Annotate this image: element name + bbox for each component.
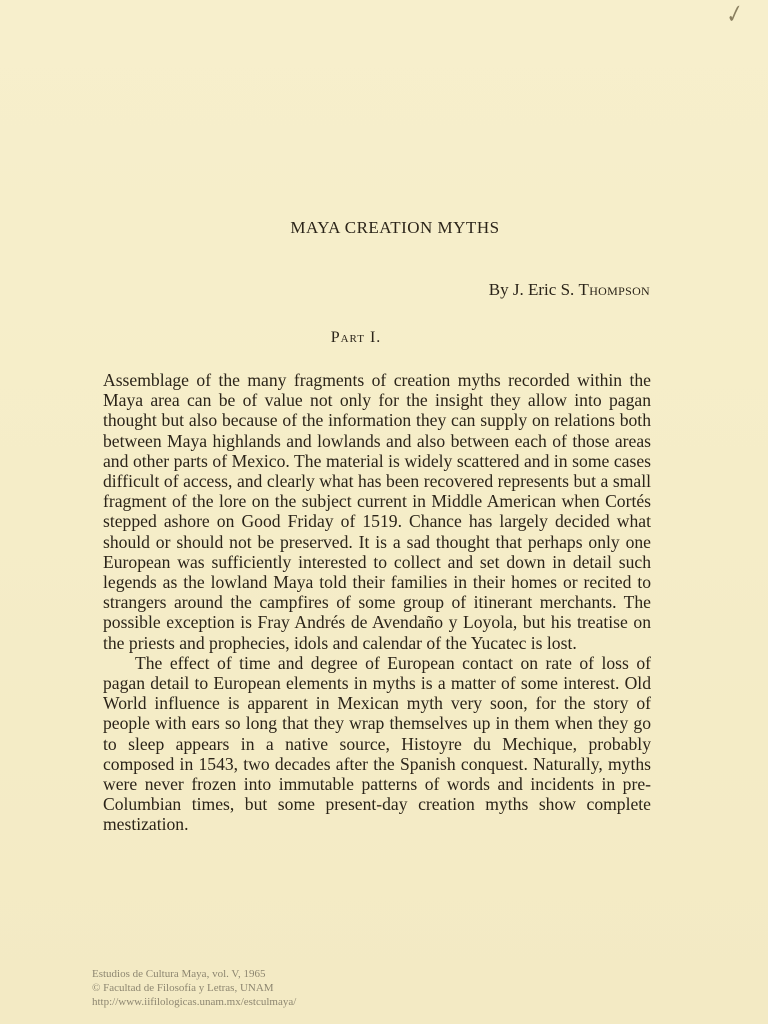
footer-journal-info: Estudios de Cultura Maya, vol. V, 1965	[92, 968, 266, 980]
part-heading: Part I.	[330, 329, 382, 346]
check-mark-annotation: ✓	[719, 0, 746, 30]
paragraph-2: The effect of time and degree of European contact on rate of loss of pagan detail to European elements in myths is a matter of some interest. Old World influence is apparent in Mexican myth very soon, for the story of people with ears so long that they wrap themselves up in them when they go to sleep appears in a native source, Histoyre du Mechique, probably composed in 1543, two decades after the Spanish conquest. Naturally, myths were never frozen into immutable patterns of words and incidents in pre-Columbian times, but some present-day creation myths show complete mestization.	[103, 652, 651, 835]
byline-prefix: By J. Eric S.	[488, 280, 575, 299]
author-surname: Thompson	[578, 280, 650, 299]
page-footer	[92, 967, 296, 1009]
author-byline	[489, 280, 650, 300]
article-title: MAYA CREATION MYTHS	[290, 218, 500, 237]
article-body	[103, 370, 651, 835]
footer-copyright: © Facultad de Filosofía y Letras, UNAM	[92, 982, 274, 994]
footer-url-link[interactable]: http://www.iifilologicas.unam.mx/estculmaya/	[92, 996, 297, 1008]
paragraph-1: Assemblage of the many fragments of creation myths recorded within the Maya area can be of value not only for the insight they allow into pagan thought but also because of the information they can supply on relations both between Maya highlands and lowlands and also between each of those areas and other parts of Mexico. The material is widely scattered and in some cases difficult of access, and clearly what has been recovered represents but a small fragment of the lore on the subject current in Middle American when Cortés stepped ashore on Good Friday of 1519. Chance has largely decided what should or should not be preserved. It is a sad thought that perhaps only one European was sufficiently interested to collect and set down in detail such legends as the lowland Maya told their families in their homes or recited to strangers around the campfires of some group of itinerant merchants. The possible exception is Fray Andrés de Avendaño y Loyola, but his treatise on the priests and prophecies, idols and calendar of the Yucatec is lost.	[103, 370, 651, 653]
